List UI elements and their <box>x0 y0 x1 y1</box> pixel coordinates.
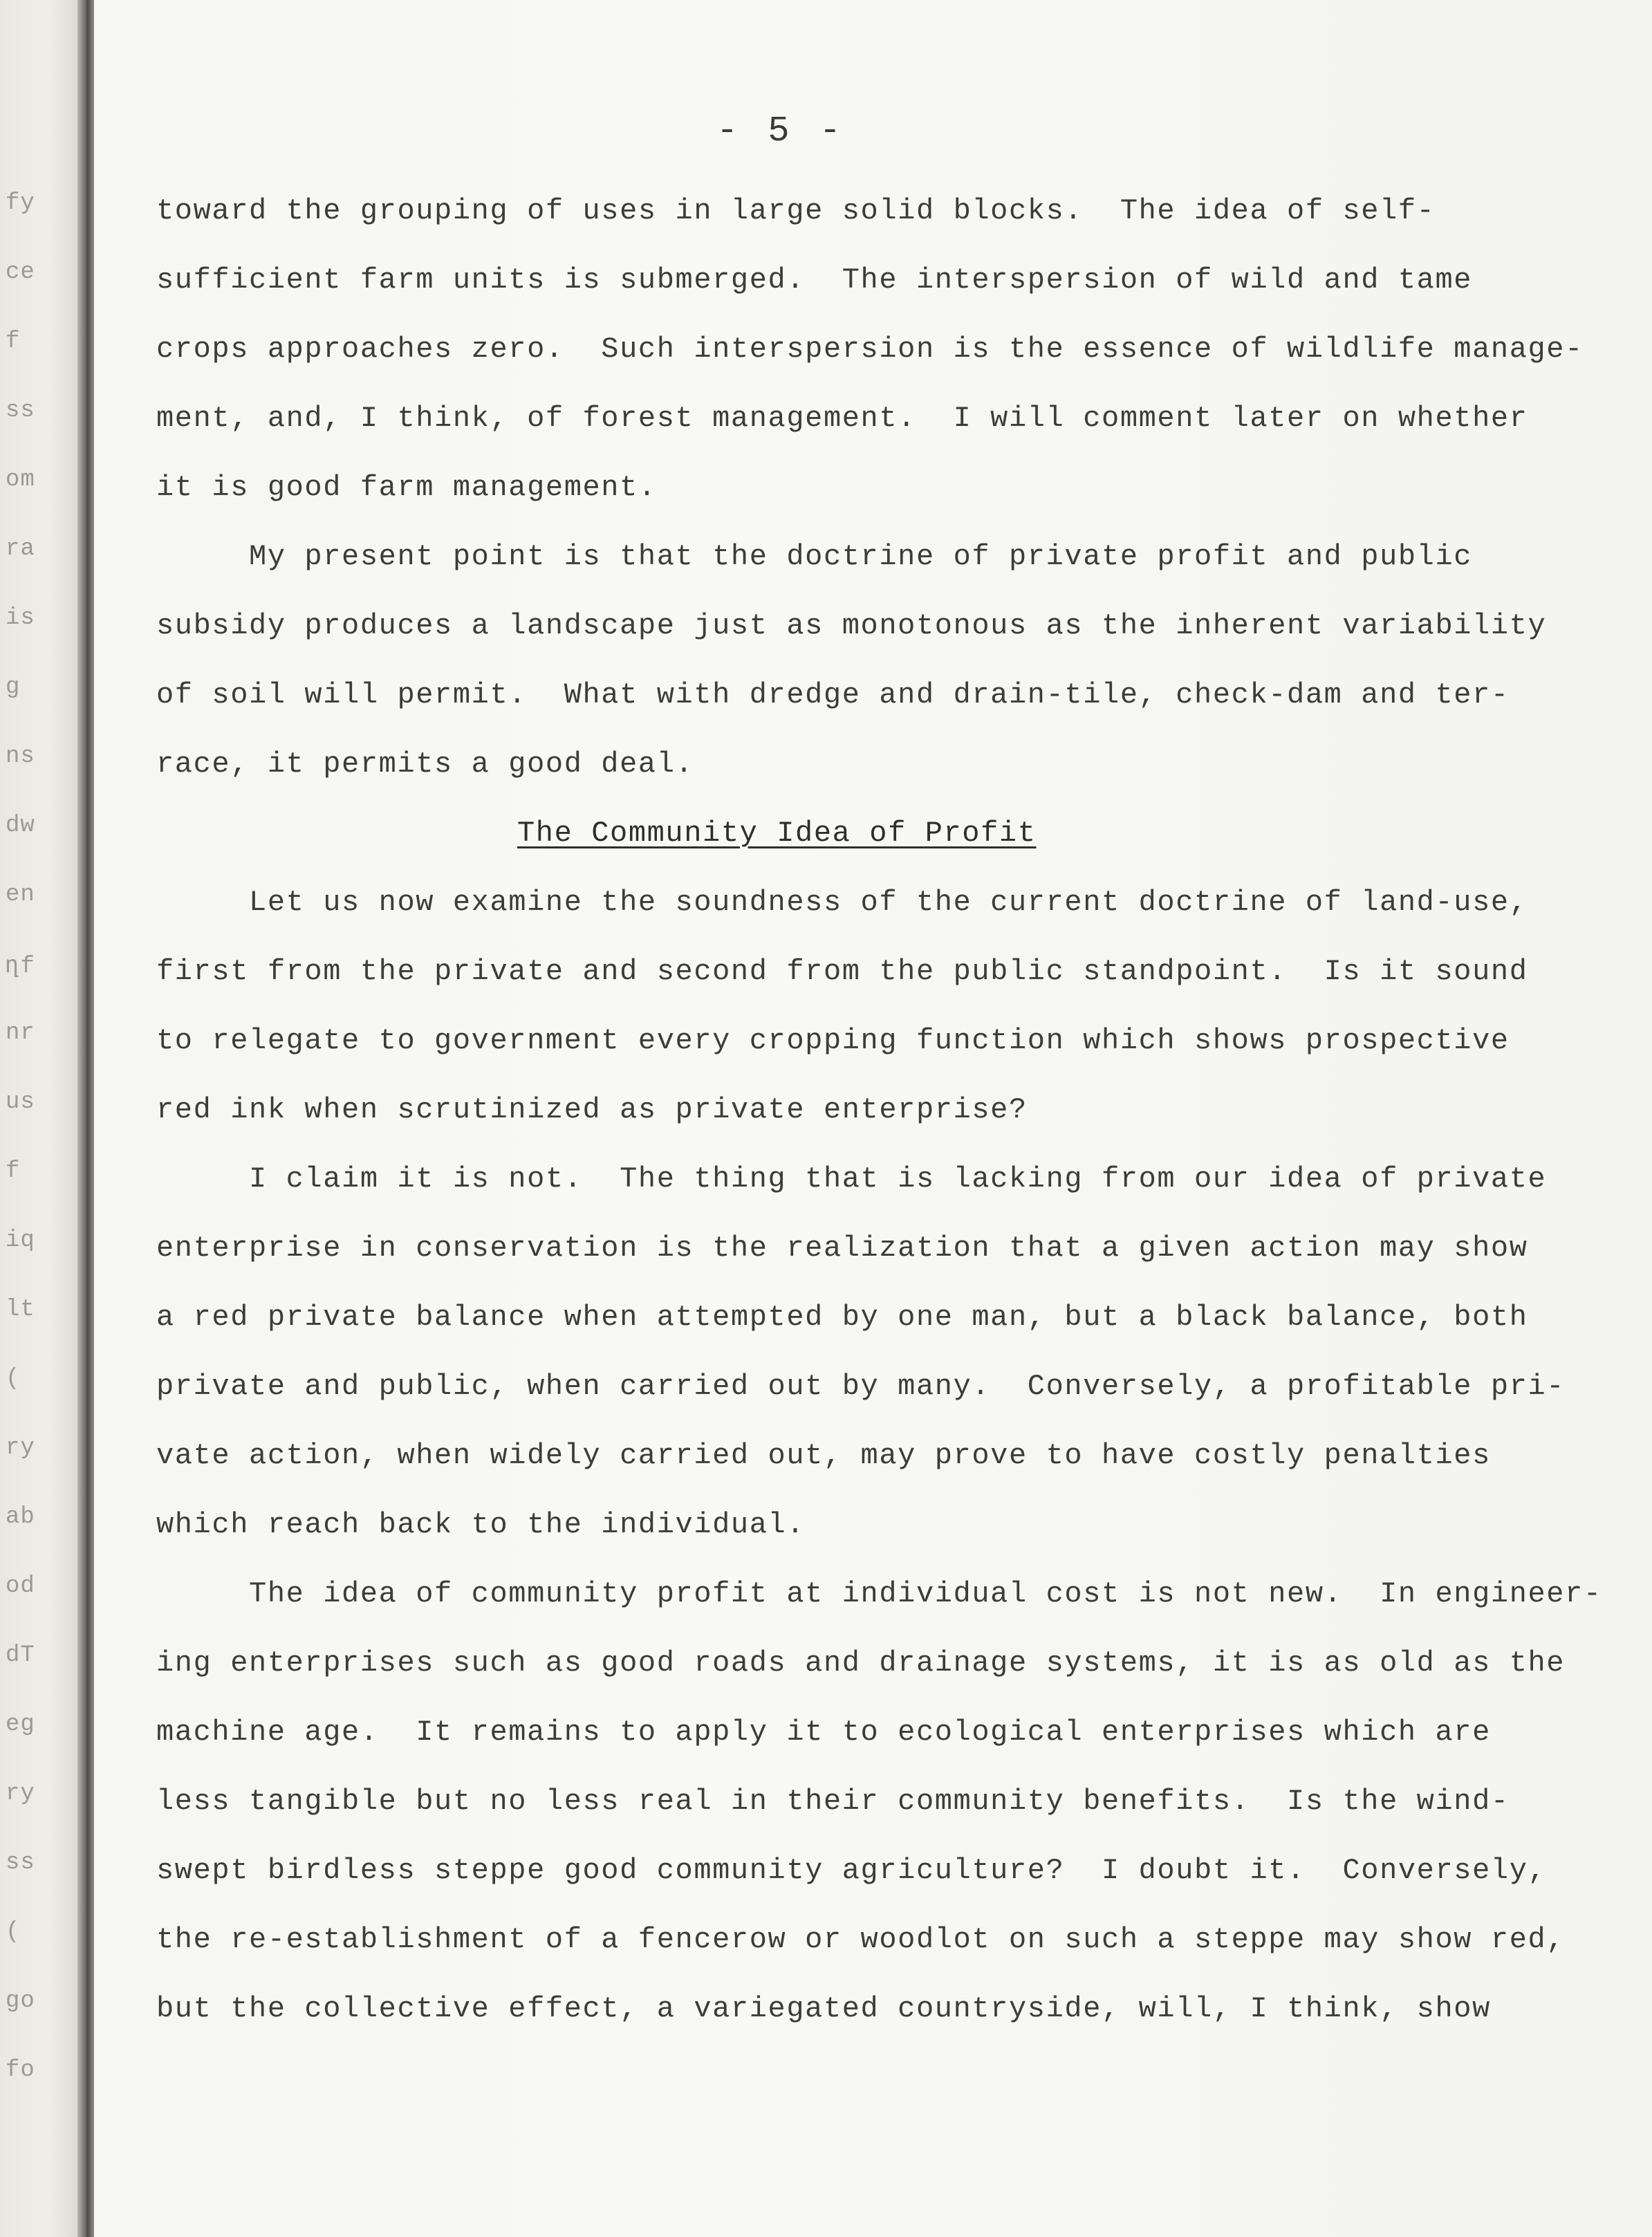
book-binding-gutter <box>77 0 95 2237</box>
section-heading: The Community Idea of Profit <box>517 817 1037 850</box>
text-line: red ink when scrutinized as private enterprise? <box>156 1093 1028 1126</box>
text-line: swept birdless steppe good community agriculture? I doubt it. Conversely, <box>156 1854 1547 1887</box>
text-line: ment, and, I think, of forest management. I will comment later on whether <box>156 402 1528 435</box>
text-line: machine age. It remains to apply it to ecological enterprises which are <box>156 1716 1491 1749</box>
margin-fragment: g <box>6 674 21 700</box>
margin-fragment: ce <box>6 259 35 286</box>
margin-fragment: lt <box>6 1297 35 1323</box>
text-line: My present point is that the doctrine of private profit and public <box>156 540 1473 573</box>
margin-fragment: om <box>6 467 35 493</box>
text-line: first from the private and second from the public standpoint. Is it sound <box>156 955 1528 988</box>
text-line: subsidy produces a landscape just as monotonous as the inherent variability <box>156 609 1547 642</box>
margin-fragment: ra <box>6 536 35 562</box>
typescript-page <box>94 0 1652 2237</box>
text-line: Let us now examine the soundness of the current doctrine of land-use, <box>156 886 1528 919</box>
text-line: The idea of community profit at individual cost is not new. In engineer- <box>156 1577 1602 1611</box>
text-line: sufficient farm units is submerged. The interspersion of wild and tame <box>156 263 1473 297</box>
text-line: vate action, when widely carried out, may prove to have costly penalties <box>156 1439 1491 1472</box>
margin-fragment: iq <box>6 1227 35 1254</box>
margin-fragment: f <box>6 1158 21 1185</box>
text-line: to relegate to government every cropping function which shows prospective <box>156 1024 1510 1057</box>
margin-fragment: ab <box>6 1504 35 1530</box>
margin-fragment: ns <box>6 743 35 770</box>
text-line: but the collective effect, a variegated countryside, will, I think, show <box>156 1992 1491 2025</box>
margin-fragment: nr <box>6 1020 35 1046</box>
margin-fragment: is <box>6 605 35 631</box>
margin-fragment: fy <box>6 190 35 216</box>
margin-fragment: fo <box>6 2057 35 2083</box>
text-line: enterprise in conservation is the realization that a given action may show <box>156 1232 1528 1265</box>
text-line: which reach back to the individual. <box>156 1508 806 1541</box>
text-line: it is good farm management. <box>156 471 657 504</box>
margin-fragment: ղf <box>6 954 35 980</box>
margin-fragment: dw <box>6 813 35 839</box>
text-line: of soil will permit. What with dredge and drain-tile, check-dam and ter- <box>156 678 1510 712</box>
margin-fragment: ss <box>6 1850 35 1876</box>
text-line: private and public, when carried out by many. Conversely, a profitable pri- <box>156 1370 1566 1403</box>
text-line: crops approaches zero. Such interspersion is the essence of wildlife manage- <box>156 333 1584 366</box>
margin-fragment: ( <box>6 1919 21 1945</box>
margin-fragment: eg <box>6 1711 35 1738</box>
margin-fragment: ( <box>6 1366 21 1392</box>
margin-fragment: en <box>6 882 35 908</box>
margin-fragment: ss <box>6 398 35 424</box>
text-line: ing enterprises such as good roads and drainage systems, it is as old as the <box>156 1646 1566 1680</box>
margin-fragment: ry <box>6 1435 35 1461</box>
text-line: toward the grouping of uses in large solid blocks. The idea of self- <box>156 194 1436 228</box>
text-line: a red private balance when attempted by one man, but a black balance, both <box>156 1301 1528 1334</box>
margin-fragment: go <box>6 1988 35 2014</box>
adjacent-page-edge <box>0 0 82 2237</box>
text-line: less tangible but no less real in their community benefits. Is the wind- <box>156 1785 1510 1818</box>
margin-fragment: od <box>6 1573 35 1599</box>
margin-fragment: dT <box>6 1642 35 1669</box>
text-line: race, it permits a good deal. <box>156 748 694 781</box>
margin-fragment: f <box>6 328 21 355</box>
margin-fragment: ry <box>6 1781 35 1807</box>
text-line: the re-establishment of a fencerow or woodlot on such a steppe may show red, <box>156 1923 1566 1956</box>
page-number: - 5 - <box>716 111 846 151</box>
text-line: I claim it is not. The thing that is lacking from our idea of private <box>156 1162 1547 1196</box>
margin-fragment: us <box>6 1089 35 1115</box>
